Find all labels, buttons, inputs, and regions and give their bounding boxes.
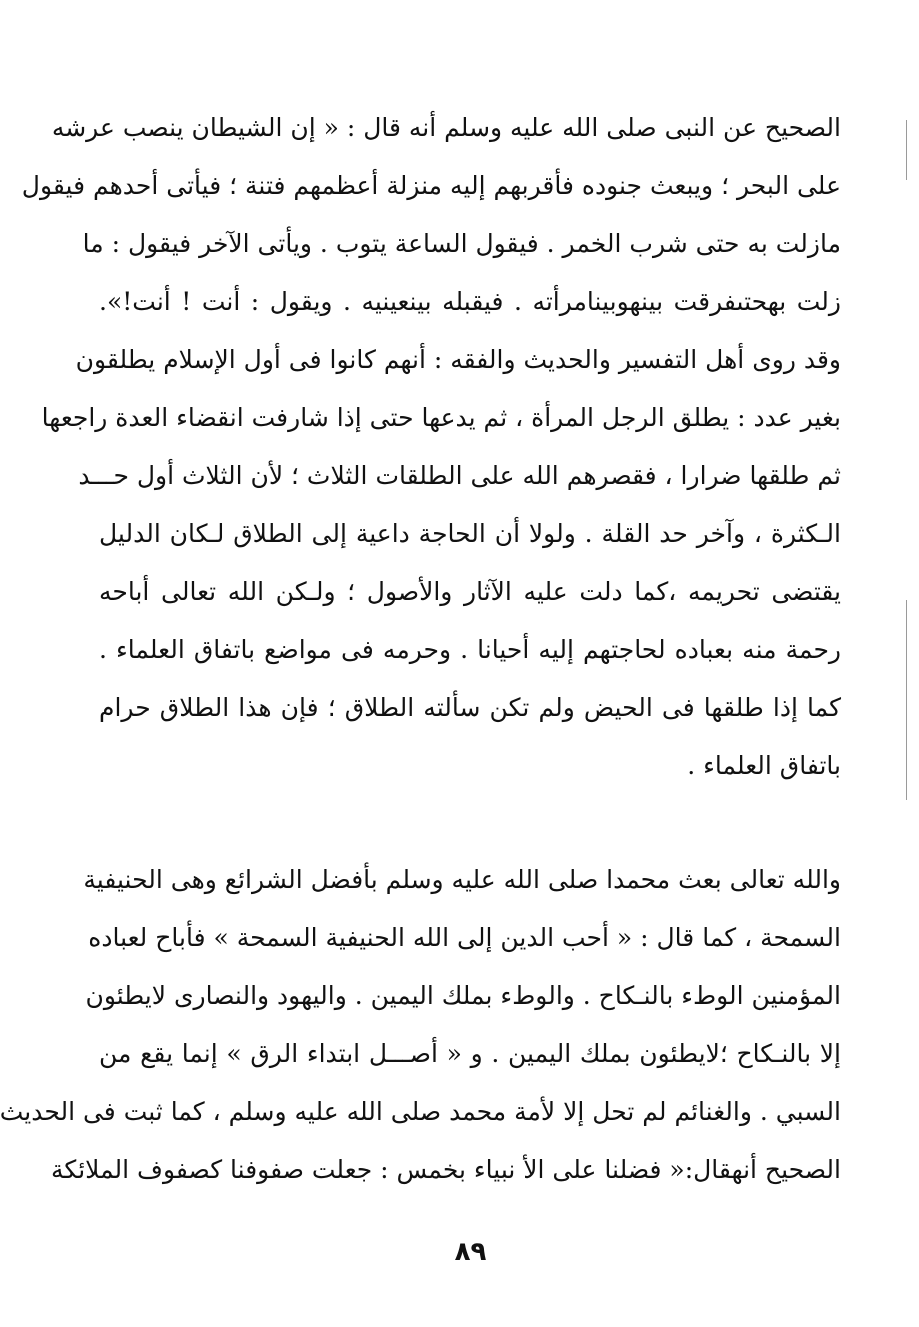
text-line: الـكثرة ، وآخر حد القلة . ولولا أن الحاجة داعية إلى الطلاق لـكان الدليل — [99, 519, 841, 548]
text-line: إلا بالنـكاح ؛لايطئون بملك اليمين . و « أصـــل ابتداء الرق » إنما يقع من — [99, 1039, 841, 1068]
page-number: ٨٩ — [454, 1237, 487, 1267]
text-line: كما إذا طلقها فى الحيض ولم تكن سألته الطلاق ؛ فإن هذا الطلاق حرام — [99, 693, 841, 722]
text-line: المؤمنين الوطء بالنـكاح . والوطء بملك اليمين . واليهود والنصارى لايطئون — [85, 981, 841, 1010]
text-line: الصحيح عن النبى صلى الله عليه وسلم أنه قال : « إن الشيطان ينصب عرشه — [51, 113, 841, 142]
text-line: مازلت به حتى شرب الخمر . فيقول الساعة يتوب . ويأتى الآخر فيقول : ما — [82, 229, 841, 258]
text-line: زلت بهحتىفرقت بينهوبينامرأته . فيقبله بينعينيه . ويقول : أنت ! أنت!». — [99, 287, 841, 316]
text-line: الصحيح أنهقال:« فضلنا على الأ نبياء بخمس : جعلت صفوفنا كصفوف الملائكة — [50, 1155, 841, 1184]
text-line: يقتضى تحريمه ،كما دلت عليه الآثار والأصول ؛ ولـكن الله تعالى أباحه — [99, 577, 841, 606]
margin-tick — [906, 120, 907, 180]
text-line: ثم طلقها ضرارا ، فقصرهم الله على الطلقات الثلاث ؛ لأن الثلاث أول حـــد — [78, 461, 841, 490]
text-line: السمحة ، كما قال : « أحب الدين إلى الله الحنيفية السمحة » فأباح لعباده — [88, 923, 841, 952]
margin-tick — [906, 600, 907, 800]
text-line: رحمة منه بعباده لحاجتهم إليه أحيانا . وحرمه فى مواضع باتفاق العلماء . — [99, 635, 841, 664]
text-line: وقد روى أهل التفسير والحديث والفقه : أنهم كانوا فى أول الإسلام يطلقون — [75, 345, 841, 374]
text-line: بغير عدد : يطلق الرجل المرأة ، ثم يدعها حتى إذا شارفت انقضاء العدة راجعها — [41, 403, 841, 432]
text-line: السبي . والغنائم لم تحل إلا لأمة محمد صلى الله عليه وسلم ، كما ثبت فى الحديث — [0, 1097, 841, 1126]
text-line: على البحر ؛ ويبعث جنوده فأقربهم إليه منزلة أعظمهم فتنة ؛ فيأتى أحدهم فيقول — [21, 171, 841, 200]
text-line: باتفاق العلماء . — [687, 751, 841, 780]
text-line: والله تعالى بعث محمدا صلى الله عليه وسلم بأفضل الشرائع وهى الحنيفية — [83, 865, 841, 894]
